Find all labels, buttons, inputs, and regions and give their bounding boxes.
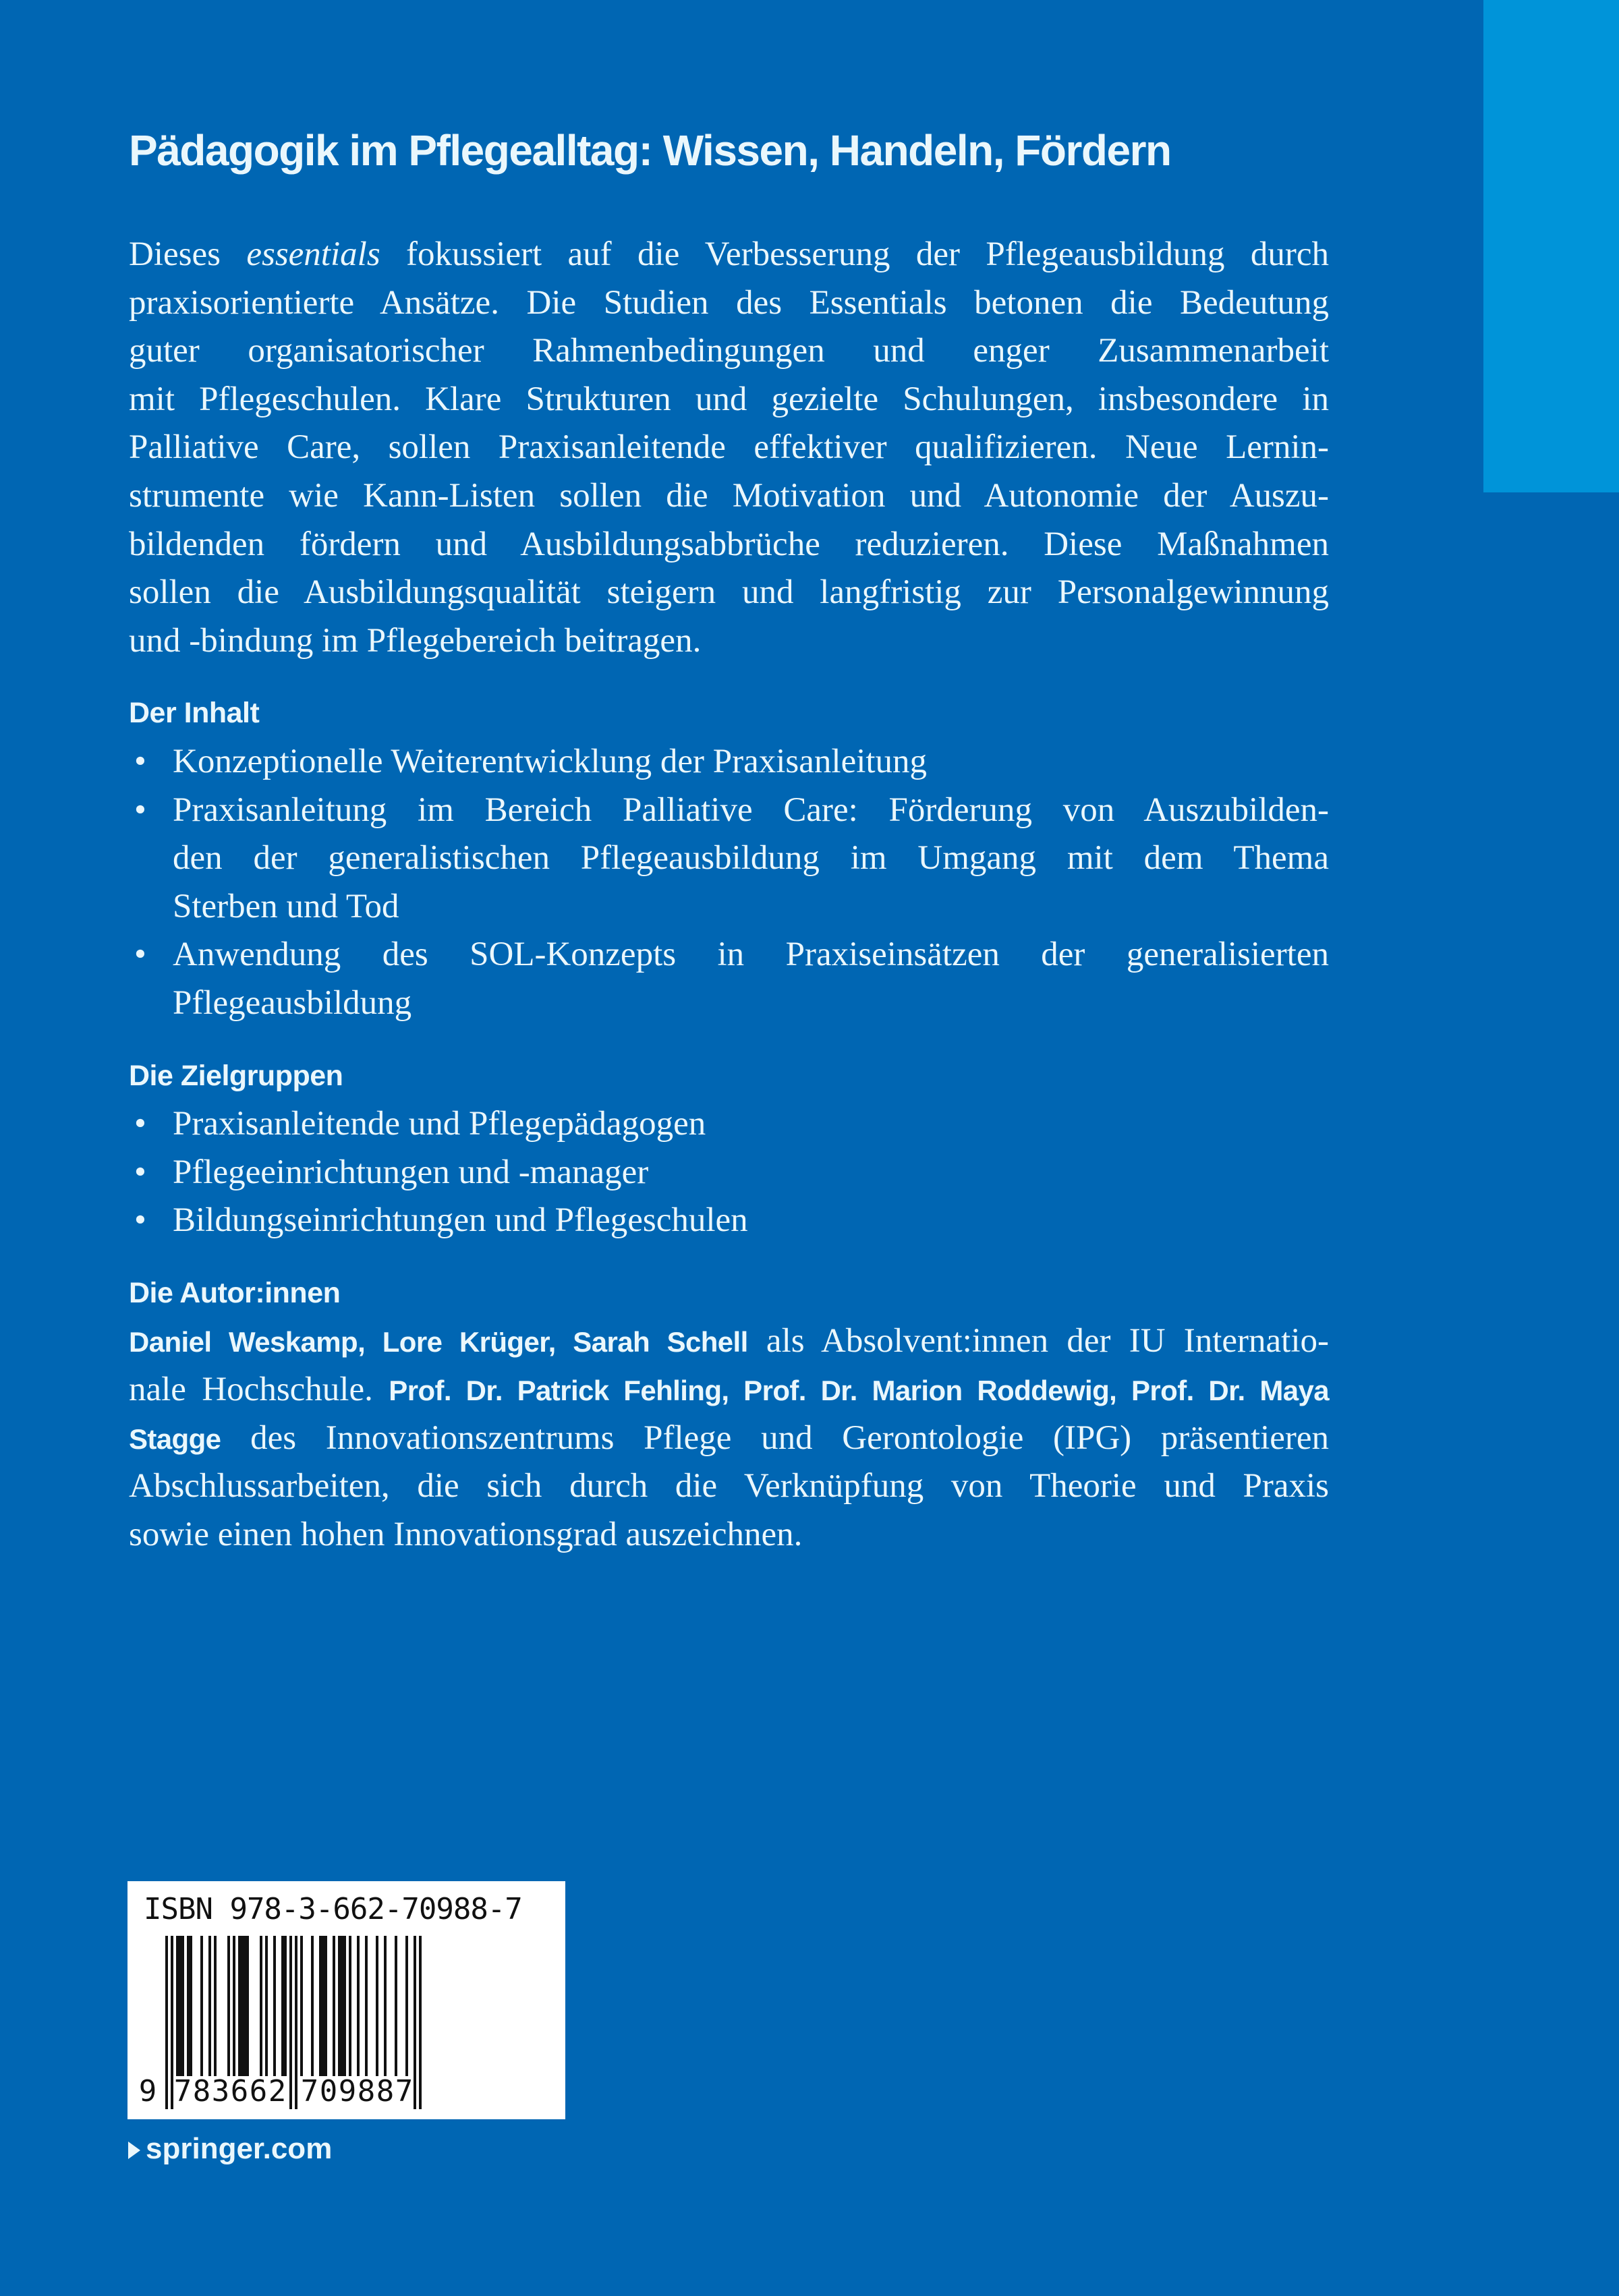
barcode-bar — [176, 1936, 179, 2076]
text-segment: des Innovationszentrums Pflege und Gerontologie (IPG) präsentieren — [221, 1418, 1329, 1457]
barcode-bar — [284, 1936, 287, 2076]
text-segment: Palliative Care, sollen Praxisanleitende effektiver qualifizieren. Neue Lernin- — [129, 428, 1329, 467]
barcode-bar — [265, 1936, 268, 2076]
barcode-bar — [319, 1936, 322, 2076]
springer-link-text: springer.com — [146, 2132, 333, 2165]
list-item-line: Praxisanleitende und Pflegepädagogen — [173, 1105, 706, 1143]
barcode-digit: 0 — [319, 2074, 338, 2108]
barcode-bar — [179, 1936, 181, 2076]
bullet-icon: • — [134, 1105, 146, 1143]
barcode-bar — [165, 1936, 168, 2109]
barcode-bar — [289, 1936, 292, 2109]
barcode-bar — [238, 1936, 241, 2076]
barcode-bar — [214, 1936, 217, 2076]
text-line — [129, 1414, 1329, 1463]
text-line — [129, 1462, 1329, 1511]
text-line — [129, 1317, 1329, 1366]
barcode-bar — [357, 1936, 360, 2076]
text-line — [129, 424, 1329, 472]
barcode-digit: 6 — [230, 2074, 249, 2108]
text-line — [129, 231, 1329, 279]
barcode-bar — [343, 1936, 346, 2076]
back-cover-text — [129, 231, 1329, 1559]
barcode-bar — [395, 1936, 397, 2076]
list-item — [129, 786, 1329, 931]
barcode-bar — [341, 1936, 343, 2076]
list-item-line: Anwendung des SOL-Konzepts in Praxiseinsätzen der generalisierten — [173, 936, 1329, 974]
text-segment: sollen die Ausbildungsqualität steigern und langfristig zur Personalgewinnung — [129, 573, 1329, 612]
barcode-digit: 6 — [249, 2074, 268, 2108]
text-segment: mit Pflegeschulen. Klare Strukturen und gezielte Schulungen, insbesondere in — [129, 380, 1329, 418]
barcode-bar — [376, 1936, 378, 2076]
text-line — [129, 617, 1329, 666]
barcode-bar — [187, 1936, 190, 2076]
text-segment: bildenden fördern und Ausbildungsabbrüche reduzieren. Diese Maßnahmen — [129, 525, 1329, 563]
list-item-line: Konzeptionelle Weiterentwicklung der Praxisanleitung — [173, 742, 928, 780]
text-line — [129, 376, 1329, 424]
barcode-bar — [405, 1936, 408, 2076]
text-segment: strumente wie Kann-Listen sollen die Motivation und Autonomie der Auszu- — [129, 476, 1329, 515]
accent-block — [1483, 0, 1619, 492]
bullet-icon: • — [134, 791, 146, 829]
list-item-line: Pflegeeinrichtungen und -manager — [173, 1153, 649, 1191]
barcode-bar — [260, 1936, 262, 2076]
barcode-bar — [324, 1936, 327, 2076]
barcode-bar — [414, 1936, 416, 2109]
text-segment: und -bindung im Pflegebereich beitragen. — [129, 621, 702, 660]
barcode-digit: 9 — [138, 2074, 157, 2108]
bullet-icon: • — [134, 742, 146, 780]
section-heading: Der Inhalt — [129, 697, 260, 730]
bullet-icon: • — [134, 936, 146, 974]
barcode-bar — [241, 1936, 244, 2076]
author-name: Daniel Weskamp, Lore Krüger, Sarah Schell — [129, 1326, 748, 1358]
list-item — [129, 931, 1329, 1027]
list-item-line: Praxisanleitung im Bereich Palliative Care: Förderung von Auszubilden- — [173, 791, 1329, 829]
list-item — [129, 1149, 1329, 1197]
barcode-bar — [190, 1936, 192, 2076]
text-segment: Dieses — [129, 235, 247, 273]
list-item — [129, 738, 1329, 786]
barcode-digit: 7 — [173, 2074, 192, 2108]
barcode-bar — [208, 1936, 211, 2076]
barcode-bar — [365, 1936, 368, 2076]
barcode-bar — [281, 1936, 284, 2076]
arrow-right-icon — [128, 2142, 140, 2159]
text-line — [129, 279, 1329, 328]
text-line — [129, 569, 1329, 617]
author-name: Prof. Dr. Patrick Fehling, Prof. Dr. Marion Roddewig, Prof. Dr. Maya — [389, 1375, 1329, 1407]
text-segment: guter organisatorischer Rahmenbedingungen und enger Zusammenarbeit — [129, 332, 1329, 370]
text-segment: sowie einen hohen Innovationsgrad auszeichnen. — [129, 1515, 803, 1553]
barcode-digit: 7 — [395, 2074, 414, 2108]
barcode-bar — [419, 1936, 422, 2109]
text-line — [129, 521, 1329, 569]
barcode-bar — [338, 1936, 341, 2076]
barcode-bar — [181, 1936, 184, 2076]
barcode-digit: 8 — [192, 2074, 211, 2108]
bullet-icon: • — [134, 1201, 146, 1240]
author-name: Stagge — [129, 1423, 221, 1455]
text-segment: praxisorientierte Ansätze. Die Studien des Essentials betonen die Bedeutung — [129, 283, 1329, 322]
barcode-digit: 7 — [300, 2074, 319, 2108]
barcode-bar — [300, 1936, 303, 2076]
list-item — [129, 1100, 1329, 1149]
barcode-bar — [322, 1936, 324, 2076]
barcode-bar — [227, 1936, 230, 2076]
isbn-label: ISBN 978-3-662-70988-7 — [144, 1892, 522, 1926]
barcode-bar — [244, 1936, 246, 2076]
text-segment: essentials — [246, 235, 380, 273]
barcode-bar — [333, 1936, 335, 2076]
text-segment: Abschlussarbeiten, die sich durch die Verknüpfung von Theorie und Praxis — [129, 1467, 1329, 1505]
text-line — [129, 1366, 1329, 1414]
list-item-line: Sterben und Tod — [173, 887, 399, 925]
bullet-icon: • — [134, 1153, 146, 1191]
text-line — [129, 472, 1329, 521]
barcode-digit: 8 — [357, 2074, 376, 2108]
barcode-bar — [384, 1936, 387, 2076]
list-item-line: den der generalistischen Pflegeausbildung im Umgang mit dem Thema — [173, 839, 1329, 878]
barcode — [127, 1881, 565, 2119]
barcode-bar — [295, 1936, 297, 2109]
barcode-bar — [311, 1936, 314, 2076]
barcode-bar — [349, 1936, 351, 2076]
text-segment: fokussiert auf die Verbesserung der Pflegeausbildung durch — [380, 235, 1329, 273]
text-line — [129, 327, 1329, 376]
section-heading: Die Zielgruppen — [129, 1059, 343, 1092]
section-heading: Die Autor:innen — [129, 1276, 341, 1309]
barcode-digit: 2 — [268, 2074, 287, 2108]
barcode-digit: 3 — [211, 2074, 230, 2108]
isbn-barcode-box — [127, 1881, 565, 2119]
text-segment: nale Hochschule. — [129, 1371, 389, 1409]
barcode-digit: 9 — [338, 2074, 357, 2108]
list-item-line: Pflegeausbildung — [173, 983, 412, 1022]
text-segment: als Absolvent:innen der IU Internatio- — [747, 1322, 1329, 1360]
text-line — [129, 1511, 1329, 1559]
barcode-bar — [200, 1936, 203, 2076]
barcode-bar — [233, 1936, 235, 2076]
springer-link[interactable] — [128, 2131, 332, 2166]
list-item — [129, 1197, 1329, 1245]
barcode-bar — [171, 1936, 173, 2109]
barcode-bar — [246, 1936, 249, 2076]
book-title: Pädagogik im Pflegealltag: Wissen, Handeln, Fördern — [129, 126, 1171, 175]
barcode-digit: 8 — [376, 2074, 395, 2108]
list-item-line: Bildungseinrichtungen und Pflegeschulen — [173, 1201, 748, 1240]
barcode-bar — [273, 1936, 276, 2076]
